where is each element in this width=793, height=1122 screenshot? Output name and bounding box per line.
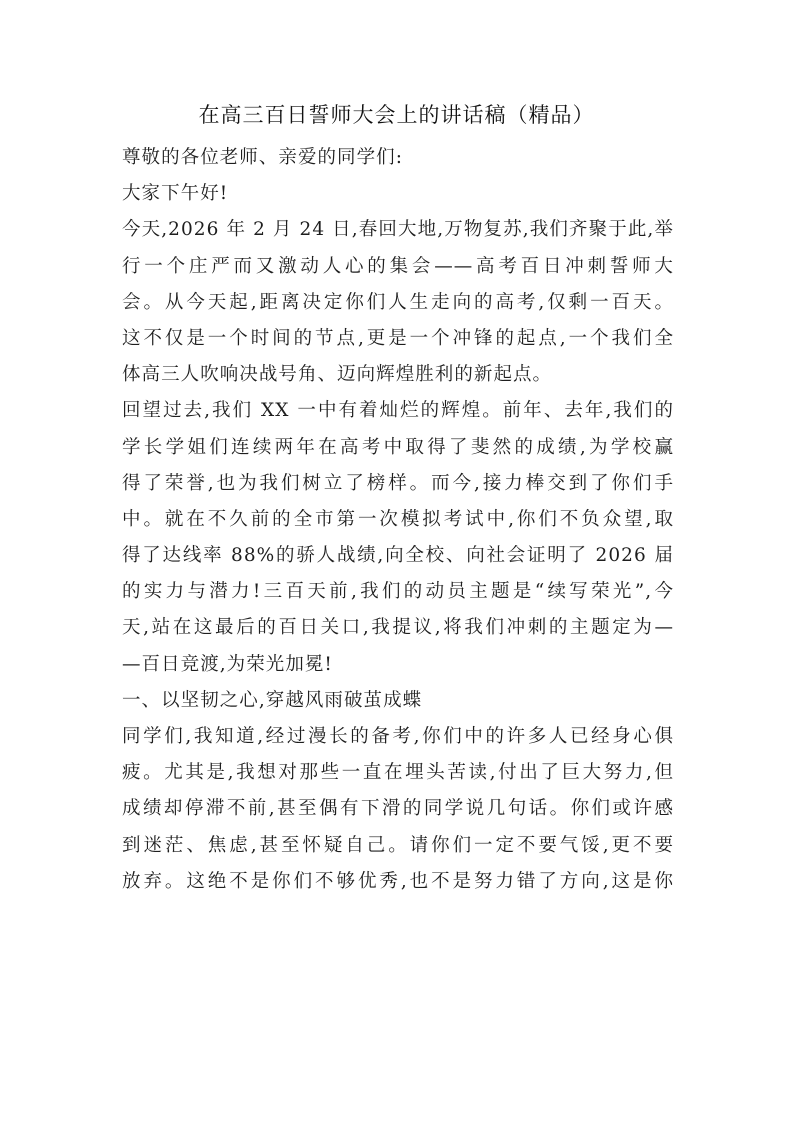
paragraph-line: 今天,2026 年 2 月 24 日,春回大地,万物复苏,我们齐聚于此,举 [122, 219, 674, 241]
paragraph-line: 回望过去,我们 XX 一中有着灿烂的辉煌。前年、去年,我们的 [122, 400, 674, 422]
paragraph-line: 同学们,我知道,经过漫长的备考,你们中的许多人已经身心俱 [122, 726, 674, 747]
salutation-line: 尊敬的各位老师、亲爱的同学们: [122, 147, 403, 168]
paragraph-line: —百日竞渡,为荣光加冕! [122, 653, 333, 675]
section-heading: 一、以坚韧之心,穿越风雨破茧成蝶 [122, 689, 423, 711]
greeting-line: 大家下午好! [122, 183, 229, 205]
paragraph-line: 天,站在这最后的百日关口,我提议,将我们冲刺的主题定为— [122, 617, 674, 639]
paragraph-line: 学长学姐们连续两年在高考中取得了斐然的成绩,为学校赢 [122, 436, 674, 458]
paragraph-line: 得了达线率 88%的骄人战绩,向全校、向社会证明了 2026 届 [122, 545, 674, 567]
paragraph-line: 这不仅是一个时间的节点,更是一个冲锋的起点,一个我们全 [122, 327, 674, 349]
paragraph-line: 体高三人吹响决战号角、迈向辉煌胜利的新起点。 [122, 364, 553, 386]
paragraph-line: 得了荣誉,也为我们树立了榜样。而今,接力棒交到了你们手 [122, 472, 674, 494]
paragraph-line: 成绩却停滞不前,甚至偶有下滑的同学说几句话。你们或许感 [122, 798, 674, 820]
paragraph-line: 到迷茫、焦虑,甚至怀疑自己。请你们一定不要气馁,更不要 [122, 834, 674, 856]
paragraph-line: 放弃。这绝不是你们不够优秀,也不是努力错了方向,这是你 [122, 870, 674, 892]
document-body [122, 140, 674, 900]
paragraph-line: 的实力与潜力!三百天前,我们的动员主题是“续写荣光”,今 [122, 581, 674, 603]
paragraph-line: 会。从今天起,距离决定你们人生走向的高考,仅剩一百天。 [122, 291, 674, 313]
paragraph-line: 行一个庄严而又激动人心的集会——高考百日冲刺誓师大 [122, 255, 674, 277]
document-title: 在高三百日誓师大会上的讲话稿（精品） [198, 103, 595, 127]
paragraph-line: 疲。尤其是,我想对那些一直在埋头苦读,付出了巨大努力,但 [122, 762, 674, 784]
paragraph-line: 中。就在不久前的全市第一次模拟考试中,你们不负众望,取 [122, 508, 674, 530]
